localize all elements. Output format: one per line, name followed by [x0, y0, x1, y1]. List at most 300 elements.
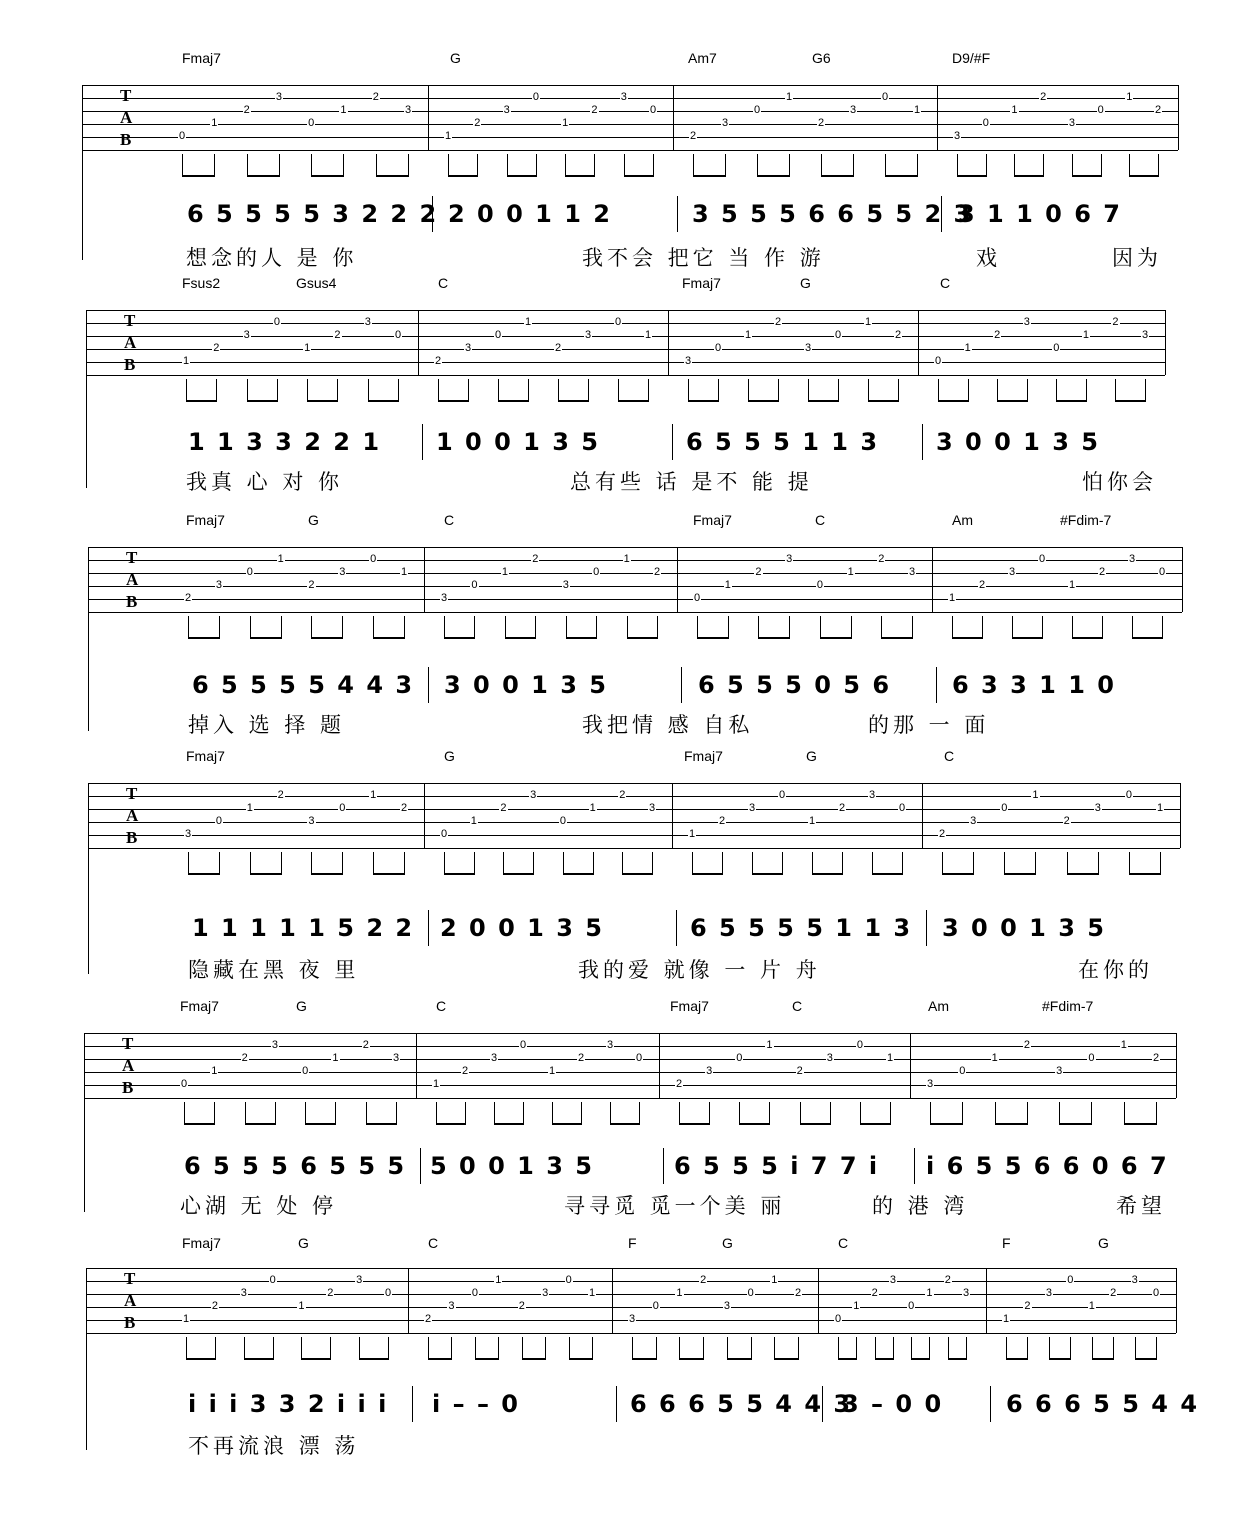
note-beam [376, 175, 409, 177]
note-beam [311, 637, 343, 639]
tab-clef-letter: T [124, 1269, 136, 1288]
note-stem [281, 852, 282, 874]
note-stem [594, 154, 595, 176]
jianpu-barline [990, 1386, 991, 1422]
fret-number: 2 [518, 1300, 525, 1312]
note-stem [752, 852, 753, 874]
tab-string-line [86, 375, 1165, 376]
note-beam [622, 873, 653, 875]
note-stem [853, 154, 854, 176]
tab-string-line [86, 1294, 1176, 1295]
fret-number: 1 [246, 802, 253, 814]
note-beam [942, 873, 974, 875]
note-beam [627, 637, 658, 639]
note-stem [535, 616, 536, 638]
note-beam [911, 1358, 930, 1360]
barline [418, 310, 419, 375]
fret-number: 2 [474, 117, 481, 129]
note-stem [820, 616, 821, 638]
note-stem [1101, 154, 1102, 176]
chord-name: F [628, 1235, 637, 1251]
note-stem [912, 616, 913, 638]
fret-number: 1 [786, 91, 793, 103]
note-stem [898, 379, 899, 401]
note-beam [774, 1358, 799, 1360]
fret-number: 2 [1024, 1300, 1031, 1312]
note-stem [245, 1102, 246, 1124]
fret-number: 3 [869, 789, 876, 801]
note-stem [593, 852, 594, 874]
fret-number: 2 [944, 1274, 951, 1286]
note-beam [373, 637, 405, 639]
fret-number: 1 [433, 1078, 440, 1090]
chord-name: G [806, 748, 817, 764]
barline [1178, 85, 1179, 150]
note-stem [872, 852, 873, 874]
note-stem [247, 154, 248, 176]
note-beam [748, 400, 779, 402]
note-stem [973, 852, 974, 874]
note-stem [438, 379, 439, 401]
fret-number: 0 [935, 355, 942, 367]
note-stem [1132, 616, 1133, 638]
jianpu-measure: 3 1 1 0 6 7 [958, 200, 1122, 228]
note-stem [186, 1337, 187, 1359]
note-stem [565, 154, 566, 176]
barline [416, 1033, 417, 1098]
fret-number: 0 [246, 566, 253, 578]
tab-clef-letter: B [126, 828, 138, 847]
note-beam [505, 637, 536, 639]
fret-number: 1 [495, 1274, 502, 1286]
fret-number: 3 [607, 1039, 614, 1051]
note-stem [639, 1102, 640, 1124]
chord-name: D9/#F [952, 50, 991, 66]
chord-name: Am [952, 512, 973, 528]
note-stem [1158, 154, 1159, 176]
note-stem [618, 379, 619, 401]
tab-string-line [82, 124, 1178, 125]
note-beam [507, 175, 537, 177]
note-stem [890, 1102, 891, 1124]
chord-name: Am7 [688, 50, 717, 66]
fret-number: 1 [277, 553, 284, 565]
note-beam [697, 637, 729, 639]
tab-clef-letter: T [126, 784, 138, 803]
note-beam [182, 175, 215, 177]
lyric-text: 总有些 话 是不 能 提 [570, 470, 813, 494]
chord-name: Fmaj7 [186, 748, 225, 764]
fret-number: 2 [719, 815, 726, 827]
note-stem [911, 1337, 912, 1359]
lyric-text: 戏 [976, 246, 1001, 270]
fret-number: 2 [1155, 104, 1162, 116]
note-beam [438, 400, 469, 402]
fret-number: 3 [243, 329, 250, 341]
lyric-text: 的那 一 面 [868, 713, 990, 737]
fret-number: 3 [723, 1300, 730, 1312]
fret-number: 2 [1099, 566, 1106, 578]
lyric-text: 的 港 湾 [872, 1194, 969, 1218]
note-stem [1035, 852, 1036, 874]
note-beam [307, 400, 338, 402]
fret-number: 2 [818, 117, 825, 129]
tab-clef-letter: T [122, 1034, 134, 1053]
note-stem [929, 1337, 930, 1359]
chord-name: C [792, 998, 803, 1014]
note-stem [468, 379, 469, 401]
note-stem [1135, 1337, 1136, 1359]
tab-string-line [84, 1072, 1176, 1073]
fret-number: 3 [1068, 117, 1075, 129]
note-beam [250, 637, 282, 639]
fret-number: 0 [908, 1300, 915, 1312]
note-stem [838, 1337, 839, 1359]
jianpu-barline [914, 1148, 915, 1184]
note-stem [1156, 1102, 1157, 1124]
note-stem [952, 616, 953, 638]
note-stem [366, 1102, 367, 1124]
jianpu-measure: 3 0 0 1 3 5 [936, 428, 1100, 456]
note-stem [885, 154, 886, 176]
fret-number: 2 [1040, 91, 1047, 103]
note-stem [1012, 616, 1013, 638]
note-beam [872, 873, 903, 875]
fret-number: 0 [370, 553, 377, 565]
fret-number: 1 [332, 1052, 339, 1064]
jianpu-measure: 6 6 6 5 5 4 4 3 [630, 1390, 853, 1418]
note-beam [494, 1123, 524, 1125]
chord-name: C [815, 512, 826, 528]
chord-name: C [944, 748, 955, 764]
jianpu-measure: 2 0 0 1 1 2 [448, 200, 612, 228]
fret-number: 3 [1056, 1065, 1063, 1077]
jianpu-measure: 3 0 0 1 3 5 [444, 671, 608, 699]
note-stem [709, 1102, 710, 1124]
chord-name: G [308, 512, 319, 528]
note-beam [821, 175, 854, 177]
note-stem [474, 852, 475, 874]
fret-number: 2 [362, 1039, 369, 1051]
note-stem [444, 616, 445, 638]
tab-string-line [82, 137, 1178, 138]
tab-string-line [84, 1046, 1176, 1047]
note-beam [1129, 873, 1161, 875]
note-stem [789, 616, 790, 638]
fret-number: 0 [650, 104, 657, 116]
barline [818, 1268, 819, 1333]
chord-name: Gsus4 [296, 275, 337, 291]
fret-number: 3 [215, 579, 222, 591]
note-stem [398, 379, 399, 401]
chord-name: Fmaj7 [682, 275, 721, 291]
fret-number: 3 [649, 802, 656, 814]
note-stem [1113, 1337, 1114, 1359]
fret-number: 0 [1125, 789, 1132, 801]
tab-string-line [88, 612, 1182, 613]
note-stem [305, 1102, 306, 1124]
system-line [82, 85, 83, 260]
jianpu-measure: 3 5 5 5 6 6 5 5 2 3 [692, 200, 973, 228]
chord-name: G [296, 998, 307, 1014]
note-beam [938, 400, 969, 402]
fret-number: 0 [636, 1052, 643, 1064]
note-stem [930, 1102, 931, 1124]
lyric-text: 不再流浪 漂 荡 [188, 1434, 360, 1458]
fret-number: 0 [816, 579, 823, 591]
note-beam [957, 175, 987, 177]
barline [918, 310, 919, 375]
note-stem [596, 616, 597, 638]
fret-number: 1 [991, 1052, 998, 1064]
fret-number: 0 [779, 789, 786, 801]
note-stem [693, 154, 694, 176]
fret-number: 3 [491, 1052, 498, 1064]
note-stem [968, 379, 969, 401]
note-beam [812, 873, 843, 875]
note-stem [528, 379, 529, 401]
fret-number: 1 [865, 316, 872, 328]
note-stem [774, 1337, 775, 1359]
note-stem [830, 1102, 831, 1124]
note-stem [359, 1337, 360, 1359]
note-stem [1056, 379, 1057, 401]
fret-number: 2 [895, 329, 902, 341]
note-stem [186, 379, 187, 401]
fret-number: 1 [1120, 1039, 1127, 1051]
note-beam [727, 1358, 752, 1360]
note-stem [1086, 379, 1087, 401]
note-stem [808, 379, 809, 401]
note-stem [986, 154, 987, 176]
tab-string-line [84, 1085, 1176, 1086]
lyric-text: 寻寻觅 觅一个美 丽 [564, 1194, 786, 1218]
tab-string-line [88, 783, 1180, 784]
lyric-text: 心湖 无 处 停 [180, 1194, 338, 1218]
tab-string-line [86, 362, 1165, 363]
fret-number: 3 [1023, 316, 1030, 328]
note-stem [311, 852, 312, 874]
chord-name: C [436, 998, 447, 1014]
note-stem [627, 616, 628, 638]
tab-string-line [88, 560, 1182, 561]
note-stem [727, 1337, 728, 1359]
fret-number: 1 [1088, 1300, 1095, 1312]
note-stem [588, 379, 589, 401]
fret-number: 2 [243, 104, 250, 116]
note-stem [821, 154, 822, 176]
note-beam [624, 175, 654, 177]
chord-name: Fmaj7 [182, 50, 221, 66]
note-stem [1072, 616, 1073, 638]
jianpu-measure: i – – 0 [432, 1390, 520, 1418]
system-line [88, 547, 89, 731]
fret-number: 0 [471, 579, 478, 591]
fret-number: 3 [620, 91, 627, 103]
fret-number: 2 [1153, 1052, 1160, 1064]
note-beam [1049, 1358, 1071, 1360]
note-stem [1145, 379, 1146, 401]
note-stem [436, 1102, 437, 1124]
note-stem [1014, 154, 1015, 176]
barline [1165, 310, 1166, 375]
fret-number: 2 [839, 802, 846, 814]
fret-number: 0 [736, 1052, 743, 1064]
fret-number: 0 [179, 130, 186, 142]
barline [922, 783, 923, 848]
barline [1176, 1268, 1177, 1333]
fret-number: 1 [964, 342, 971, 354]
jianpu-barline [926, 910, 927, 946]
note-stem [757, 154, 758, 176]
fret-number: 3 [909, 566, 916, 578]
fret-number: 0 [1159, 566, 1166, 578]
chord-name: Fsus2 [182, 275, 221, 291]
jianpu-barline [676, 910, 677, 946]
note-stem [917, 154, 918, 176]
note-beam [800, 1123, 831, 1125]
fret-number: 2 [401, 802, 408, 814]
fret-number: 2 [277, 789, 284, 801]
note-stem [337, 379, 338, 401]
note-beam [566, 637, 597, 639]
note-beam [1135, 1358, 1157, 1360]
fret-number: 3 [275, 91, 282, 103]
fret-number: 2 [775, 316, 782, 328]
note-beam [186, 1358, 216, 1360]
jianpu-measure: i i i 3 3 2 i i i [188, 1390, 389, 1418]
fret-number: 2 [555, 342, 562, 354]
note-beam [305, 1123, 336, 1125]
note-stem [997, 379, 998, 401]
fret-number: 1 [211, 117, 218, 129]
note-stem [475, 1337, 476, 1359]
note-stem [281, 616, 282, 638]
fret-number: 0 [273, 316, 280, 328]
note-beam [860, 1123, 891, 1125]
barline [408, 1268, 409, 1333]
note-beam [563, 873, 594, 875]
note-beam [1124, 1123, 1157, 1125]
note-stem [748, 379, 749, 401]
note-stem [657, 616, 658, 638]
fret-number: 1 [745, 329, 752, 341]
fret-number: 0 [982, 117, 989, 129]
note-stem [800, 1102, 801, 1124]
fret-number: 0 [471, 1287, 478, 1299]
fret-number: 2 [1023, 1039, 1030, 1051]
note-stem [656, 1337, 657, 1359]
fret-number: 2 [1063, 815, 1070, 827]
barline [424, 783, 425, 848]
note-stem [812, 852, 813, 874]
note-stem [739, 1102, 740, 1124]
fret-number: 3 [963, 1287, 970, 1299]
note-stem [751, 1337, 752, 1359]
note-stem [219, 852, 220, 874]
note-stem [444, 852, 445, 874]
jianpu-measure: 5 0 0 1 3 5 [430, 1152, 594, 1180]
note-beam [1129, 175, 1159, 177]
chord-name: G [1098, 1235, 1109, 1251]
fret-number: 1 [549, 1065, 556, 1077]
lyric-text: 掉入 选 择 题 [188, 713, 346, 737]
note-stem [523, 1102, 524, 1124]
fret-number: 2 [425, 1313, 432, 1325]
tab-string-line [88, 796, 1180, 797]
fret-number: 3 [685, 355, 692, 367]
note-stem [275, 1102, 276, 1124]
tab-string-line [88, 822, 1180, 823]
fret-number: 1 [724, 579, 731, 591]
note-stem [769, 1102, 770, 1124]
fret-number: 2 [334, 329, 341, 341]
lyric-text: 我的爱 就像 一 片 舟 [578, 958, 821, 982]
note-beam [565, 175, 595, 177]
tab-string-line [86, 1333, 1176, 1334]
fret-number: 2 [591, 104, 598, 116]
tab-clef-letter: B [120, 130, 132, 149]
fret-number: 1 [847, 566, 854, 578]
note-stem [798, 1337, 799, 1359]
fret-number: 3 [826, 1052, 833, 1064]
fret-number: 3 [530, 789, 537, 801]
note-beam [1132, 637, 1163, 639]
fret-number: 2 [939, 828, 946, 840]
note-stem [404, 616, 405, 638]
note-beam [1006, 1358, 1028, 1360]
jianpu-barline [663, 1148, 664, 1184]
note-stem [522, 1337, 523, 1359]
chord-name: Fmaj7 [684, 748, 723, 764]
fret-number: 1 [1069, 579, 1076, 591]
fret-number: 2 [185, 592, 192, 604]
barline [612, 1268, 613, 1333]
fret-number: 2 [500, 802, 507, 814]
tab-string-line [82, 98, 1178, 99]
note-stem [881, 616, 882, 638]
fret-number: 2 [994, 329, 1001, 341]
fret-number: 0 [899, 802, 906, 814]
fret-number: 1 [914, 104, 921, 116]
note-beam [188, 637, 220, 639]
note-stem [860, 1102, 861, 1124]
jianpu-measure: 6 3 3 1 1 0 [952, 671, 1116, 699]
note-stem [188, 852, 189, 874]
note-stem [376, 154, 377, 176]
system-line [84, 1033, 85, 1212]
chord-name: G [722, 1235, 733, 1251]
chord-name: Fmaj7 [180, 998, 219, 1014]
note-stem [536, 154, 537, 176]
note-stem [653, 154, 654, 176]
chord-name: Fmaj7 [186, 512, 225, 528]
tab-clef-letter: B [122, 1078, 134, 1097]
chord-name: F [1002, 1235, 1011, 1251]
fret-number: 1 [1082, 329, 1089, 341]
chord-name: C [940, 275, 951, 291]
fret-number: 2 [308, 579, 315, 591]
barline [668, 310, 669, 375]
note-stem [277, 379, 278, 401]
note-stem [474, 616, 475, 638]
fret-number: 1 [809, 815, 816, 827]
jianpu-barline [428, 667, 429, 703]
fret-number: 3 [1045, 1287, 1052, 1299]
note-beam [875, 1358, 894, 1360]
fret-number: 2 [654, 566, 661, 578]
jianpu-barline [428, 910, 429, 946]
